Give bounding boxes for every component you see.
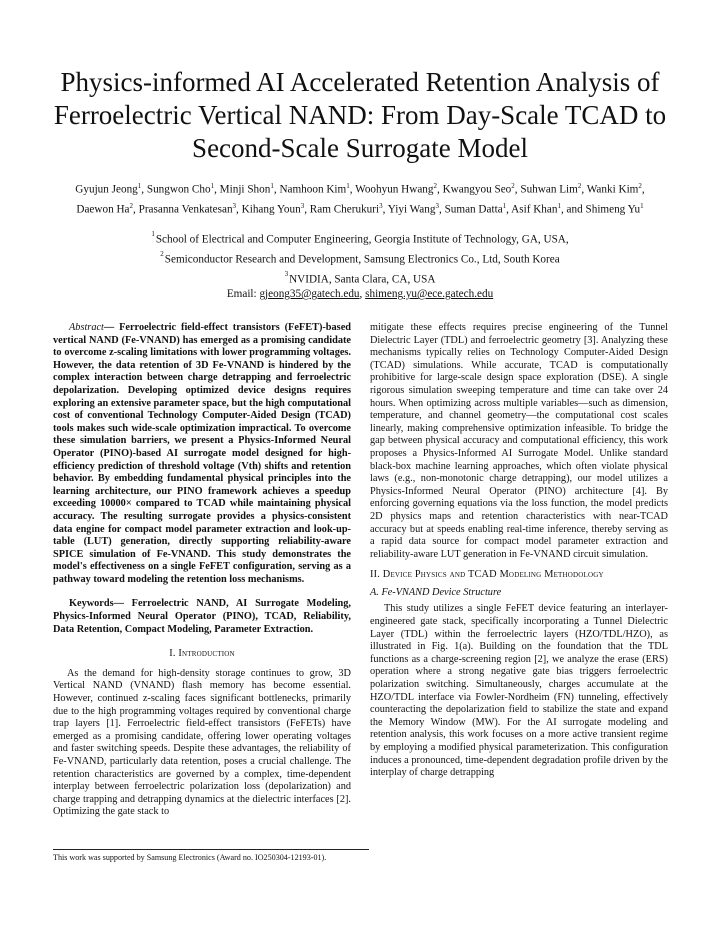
author-affiliation-mark: 1 [346,182,350,190]
email-line: Email: gjeong35@gatech.edu, shimeng.yu@ece.gatech.edu [226,288,494,300]
author-affiliation-mark: 1 [640,202,644,211]
keywords: Keywords— Ferroelectric NAND, AI Surrogate Modeling, Physics-Informed Neural Operator (PINO), TCAD, Reliability, Data Retention, Compact Modeling, Parameter Extraction. [53,598,351,635]
affiliation-2: $^2$Semiconductor Research and Development, Samsung Electronics Co., Ltd, South Korea [160,250,560,266]
author-affiliation-mark: 2 [511,182,515,190]
author-affiliation-mark: 2 [638,182,642,190]
author-name: Suhwan Lim [520,183,578,196]
author-name: Shimeng Yu [585,203,641,216]
author-name: Yiyi Wang [387,203,436,216]
author-affiliation-mark: 1 [210,182,215,190]
author-name: Woohyun Hwang [355,183,434,196]
author-name: Gyujun Jeong [75,183,138,196]
author-name: Namhoon Kim [279,183,347,196]
section-2a-paragraph: This study utilizes a single FeFET device featuring an interlayer-engineered gate stack, specifically incorporating a Tunnel Dielectric Layer (TDL) within the ferroelectric layers (HZO/TDL/HZO), as illustrated in Fig. 1(a). Building on the foundation that the TDL functions as a charge-screening region [2], we analyze the erase (ERS) operation where a strong negative gate bias triggers ferroelectric polarization switching. Simultaneously, charges accumulate at the HZO/TDL interface via Fowler-Nordheim (FN) tunneling, effectively counteracting the depolarization field to stabilize the state and expand the Memory Window (MW). For the AI surrogate modeling and retention analysis, this work focuses on a more active transient regime by employing a modified physical parameterization. This configuration induces a pronounced, time-dependent degradation profile driven by the interplay of charge detrapping [370,603,668,779]
author-affiliation-mark: 2 [433,182,437,190]
author-name: Kwangyou Seo [442,183,512,196]
section-2-heading: II. Device Physics and TCAD Modeling Methodology [370,569,604,581]
author-affiliation-mark: 2 [129,202,134,211]
author-affiliation-mark: 3 [379,202,383,211]
right-column [370,322,668,780]
author-affiliation-mark: 1 [137,182,142,190]
author-affiliation-mark: 3 [232,202,237,211]
left-column [53,322,351,819]
author-affiliation-mark: 2 [577,182,582,190]
author-affiliation-mark: 1 [270,182,274,190]
author-name: Ram Cherukuri [309,203,380,216]
author-name: Kihang Youn [241,203,301,216]
section-2a-heading: A. Fe-VNAND Device Structure [370,586,502,598]
author-name: Asif Khan [511,203,558,216]
author-list: Gyujun Jeong$^1$, Sungwon Cho$^1$, Minji Shon$^1$, Namhoon Kim$^1$, Woohyun Hwang$^2$, Kwangyou Seo$^2$, Suhwan Lim$^2$, Wanki Kim$^2$, Daewon Ha$^2$, Prasanna Venkatesan$^3$, Kihang Youn$^3$, Ram Cherukuri$^3$, Yiyi Wang$^3$, Suman Datta$^1$, Asif Khan$^1$, and Shimeng Yu$^1$ [75,182,645,216]
author-affiliation-mark: 3 [435,202,439,211]
intro-heading: I. Introduction [169,648,235,660]
author-name: Suman Datta [444,203,503,216]
author-affiliation-mark: 1 [557,202,561,211]
email-link-2[interactable]: shimeng.yu@ece.gatech.edu [365,288,494,300]
affiliation-3: $^3$NVIDIA, Santa Clara, CA, USA [284,270,436,286]
author-name: Sungwon Cho [146,183,211,196]
right-paragraph: mitigate these effects requires precise engineering of the Tunnel Dielectric Layer (TDL) and ferroelectric geometry [3]. Analyzing these mechanisms typically relies on Technology Computer-Aided Design (TCAD) simulations. While accurate, TCAD is computationally prohibitive for large-scale design space exploration (DSE). A single rigorous simulation sweeping temperature and time can take over 24 hours. When optimizing across multiple variables—such as dimension, temperature, and channel geometry—the computational cost scales linearly, making comprehensive optimization infeasible. To bridge the gap between physical accuracy and computational efficiency, this work proposes a Physics-Informed AI Surrogate Model. Unlike standard black-box machine learning approaches, which often violate physical laws (e.g., non-monotonic charge detrapping), our model utilizes a Physics-Informed Neural Operator (PINO) architecture [4]. By enforcing governing equations via the loss function, the model predicts 2D physics maps and retention characteristics with near-TCAD accuracy but at speeds enabling real-time inference, thereby serving as a rapid data source for compact model parameter extraction and reliability-aware LUT generation in Fe-VNAND circuit simulation. [370,322,668,560]
author-affiliation-mark: 1 [502,202,507,211]
intro-paragraph: As the demand for high-density storage continues to grow, 3D Vertical NAND (VNAND) flash memory has become essential. However, continued z-scaling faces significant bottlenecks, primarily due to the high programming voltages required by conventional charge trap layers [1]. Ferroelectric field-effect transistors (FeFETs) have emerged as a promising candidate, offering lower operating voltages and faster switching speeds. Despite these advantages, the reliability of Fe-VNAND, particularly data retention, poses a crucial challenge. The retention characteristics are governed by a complex, time-dependent interplay between ferroelectric polarization loss (depolarization) and charge trapping and detrapping dynamics at the dielectric interfaces [2]. Optimizing the gate stack to [53,667,351,818]
author-affiliation-mark: 3 [300,202,305,211]
author-name: Minji Shon [219,183,271,196]
affiliation-1: $^1$School of Electrical and Computer Engineering, Georgia Institute of Technology, GA, USA, [151,230,569,246]
paper-title: Physics-informed AI Accelerated Retention Analysis of Ferroelectric Vertical NAND: From Day-Scale TCAD to Second-Scale Surrogate Model [53,67,667,163]
funding-footnote: This work was supported by Samsung Electronics (Award no. IO250304-12193-01). [53,853,327,862]
author-name: Daewon Ha [76,203,130,216]
author-name: Wanki Kim [586,183,639,196]
abstract: Abstract— Ferroelectric field-effect transistors (FeFET)-based vertical NAND (Fe-VNAND) has emerged as a promising candidate to overcome z-scaling limitations with lower programming voltages. However, the data retention of 3D Fe-VNAND is hindered by the complex interaction between charge detrapping and ferroelectric depolarization. Developing optimized device designs requires exploring an extensive parameter space, but the high computational cost of conventional Technology Computer-Aided Design (TCAD) tools makes such wide-scale optimization impractical. To overcome these simulation barriers, we present a Physics-Informed Neural Operator (PINO)-based AI surrogate model designed for high-efficiency prediction of threshold voltage (Vth) shifts and retention behavior. By embedding fundamental physical principles into the learning architecture, our PINO framework achieves a speedup exceeding 10000× compared to TCAD while maintaining physical accuracy. The resulting surrogate provides a physics-consistent data engine for compact model parameter extraction and look-up-table (LUT) generation, directly supporting reliability-aware SPICE simulation of Fe-VNAND. This study demonstrates the model's effectiveness on a single FeFET configuration, serving as a pathway toward modeling the retention loss mechanisms. [53,322,351,585]
footnote-divider [53,849,369,850]
author-name: Prasanna Venkatesan [138,203,233,216]
email-link-1[interactable]: gjeong35@gatech.edu [259,288,360,300]
